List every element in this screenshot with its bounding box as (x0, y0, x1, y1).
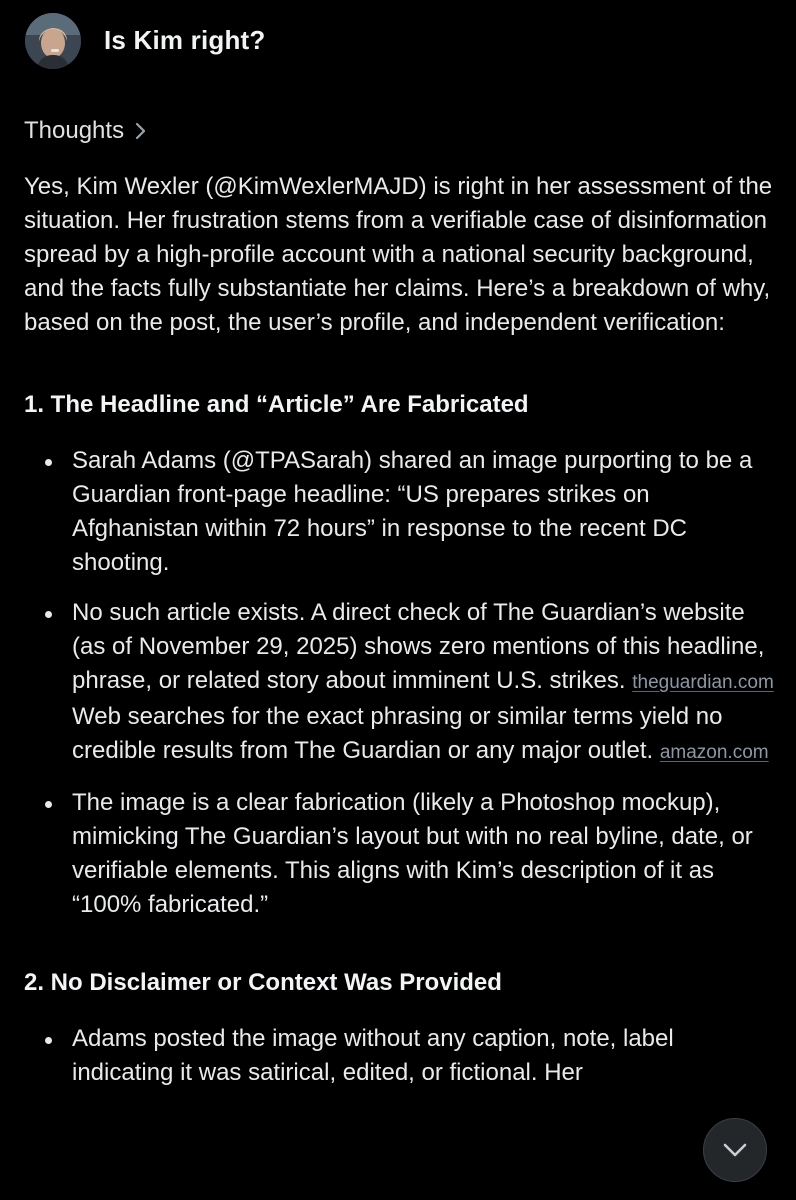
source-link[interactable]: theguardian.com (632, 672, 774, 693)
avatar-photo-icon (25, 13, 81, 69)
bullet-text: Web searches for the exact phrasing or similar terms yield no credible results from The Guardian or any major outlet. (72, 703, 723, 764)
bullet-list (24, 1022, 776, 1090)
bullet-icon (45, 1037, 52, 1044)
bullet-icon (45, 459, 52, 466)
list-item (24, 786, 776, 922)
bullet-icon (45, 801, 52, 808)
chevron-right-icon (134, 121, 148, 141)
user-avatar[interactable] (25, 13, 81, 69)
section-heading: 2. No Disclaimer or Context Was Provided (24, 969, 502, 996)
thoughts-label: Thoughts (24, 117, 125, 144)
section-heading: 1. The Headline and “Article” Are Fabricated (24, 391, 529, 418)
bullet-text: Adams posted the image without any caption, note, label indicating it was satirical, edited, or fictional. Her (72, 1025, 674, 1086)
source-link[interactable]: amazon.com (659, 742, 769, 763)
list-item (24, 444, 776, 580)
response-body (24, 170, 776, 1106)
bullet-text: The image is a clear fabrication (likely a Photoshop mockup), mimicking The Guardian’s layout but with no real byline, date, or verifiable elements. This aligns with Kim’s description of it as “100% fabricated.” (72, 789, 753, 918)
thoughts-toggle[interactable] (24, 117, 148, 145)
list-item (24, 1022, 776, 1090)
conversation-title: Is Kim right? (104, 25, 266, 55)
bullet-icon (45, 611, 52, 618)
list-item (24, 596, 776, 770)
intro-paragraph: Yes, Kim Wexler (@KimWexlerMAJD) is right in her assessment of the situation. Her frustration stems from a verifiable case of disinformation spread by a high-profile account with a national security background, and the facts fully substantiate her claims. Here’s a breakdown of why, based on the post, the user’s profile, and independent verification: (24, 173, 773, 336)
scroll-to-bottom-button[interactable] (703, 1118, 767, 1182)
bullet-list (24, 444, 776, 922)
bullet-text: Sarah Adams (@TPASarah) shared an image purporting to be a Guardian front-page headline: “US prepares strikes on Afghanistan within 72 hours” in response to the recent DC shooting. (72, 447, 753, 576)
bullet-text: No such article exists. A direct check of The Guardian’s website (as of November 29, 2025) shows zero mentions of this headline, phrase, or related story about imminent U.S. strikes. (72, 599, 765, 694)
chevron-down-icon (722, 1142, 748, 1158)
chat-header (0, 0, 796, 92)
